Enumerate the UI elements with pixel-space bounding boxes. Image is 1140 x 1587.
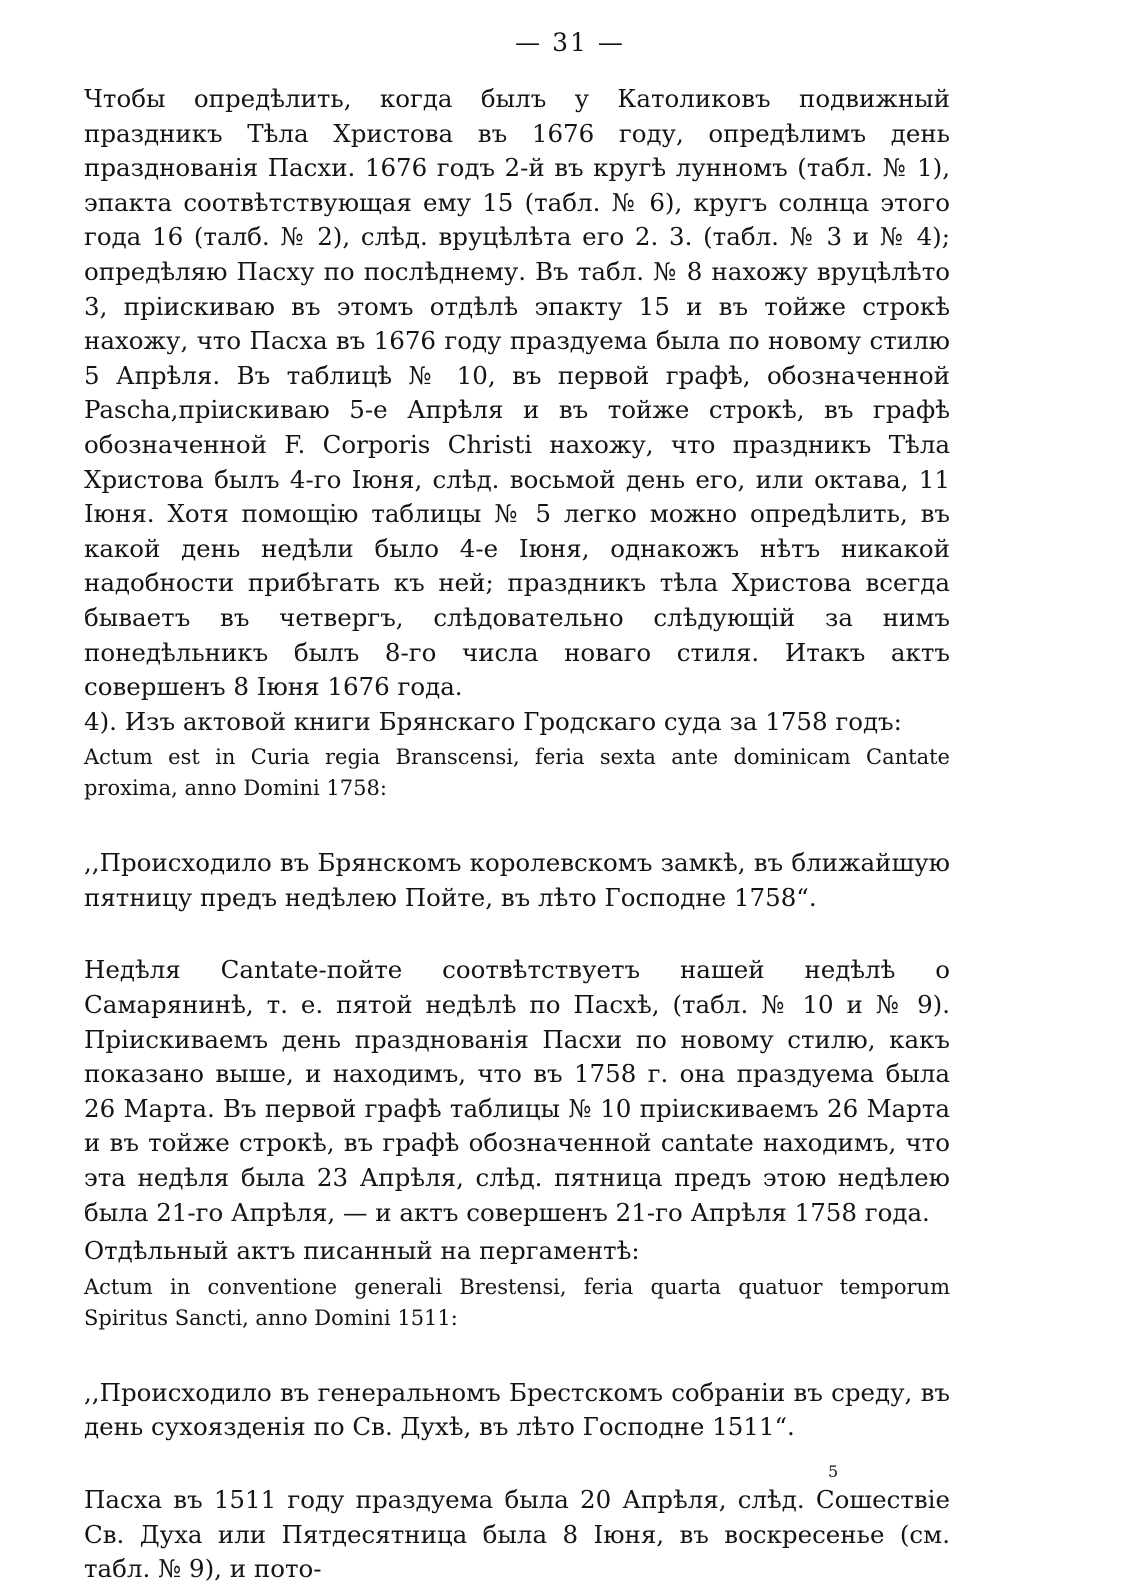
paragraph-parchment-heading: Отдѣльный актъ писанный на пергаментѣ: (84, 1236, 640, 1266)
paragraph-bryansk-heading: 4). Изъ актовой книги Брянскаго Гродскаго суда за 1758 годъ: (84, 706, 902, 736)
paragraph-cantate: Недѣля Cantate-пойте соотвѣтствуетъ нашей недѣлѣ о Самарянинѣ, т. е. пятой недѣлѣ по Пасхѣ, (табл. № 10 и № 9). Пріискиваемъ день празднованія Пасхи по новому стилю, какъ показано выше, и находимъ, что въ 1758 г. она праздуема была 26 Марта. Въ первой графѣ таблицы № 10 пріискиваемъ 26 Марта и въ тойже строкѣ, въ графѣ обозначенной cantate находимъ, что эта недѣля была 23 Апрѣля, слѣд. пятница предъ этою недѣлею была 21-го Апрѣля, — и актъ совершенъ 21-го Апрѣля 1758 года. (84, 955, 950, 1227)
signature-mark: 5 (828, 1462, 839, 1481)
paragraph-easter-1676: Чтобы опредѣлить, когда былъ у Католиковъ подвижный праздникъ Тѣла Христова въ 1676 году, опредѣлимъ день празднованія Пасхи. 1676 годъ 2-й въ кругѣ лунномъ (табл. № 1), эпакта соотвѣтствующая ему 15 (табл. № 6), кругъ солнца этого года 16 (талб. № 2), слѣд. вруцѣлѣта его 2. 3. (табл. № 3 и № 4); опредѣляю Пасху по послѣднему. Въ табл. № 8 нахожу вруцѣлѣто 3, пріискиваю въ этомъ отдѣлѣ эпакту 15 и въ тойже строкѣ нахожу, что Пасха въ 1676 году праздуема была по новому стилю 5 Апрѣля. Въ таблицѣ № 10, въ первой графѣ, обозначенной Pascha,пріискиваю 5-е Апрѣля и въ тойже строкѣ, въ графѣ обозначенной F. Corporis Christi нахожу, что праздникъ Тѣла Христова былъ 4-го Іюня, слѣд. восьмой день его, или октава, 11 Іюня. Хотя помощію таблицы № 5 легко можно опредѣлить, въ какой день недѣли было 4-е Іюня, однакожъ нѣтъ никакой надобности прибѣгать къ ней; праздникъ тѣла Христова всегда бываетъ въ четвергъ, слѣдовательно слѣдующій за нимъ понедѣльникъ былъ 8-го числа новаго стиля. Итакъ актъ совершенъ 8 Іюня 1676 года. (84, 84, 950, 702)
paragraph-easter-1511: Пасха въ 1511 году праздуема была 20 Апрѣля, слѣд. Сошествіе Св. Духа или Пятдесятница была 8 Іюня, въ воскресенье (см. табл. № 9), и пото- (84, 1485, 950, 1584)
body-text (84, 82, 950, 1587)
latin-quote-brest: Actum in conventione generali Brestensi, feria quarta quatuor temporum Spiritus Sancti, anno Domini 1511: (84, 1274, 950, 1330)
translation-bryansk: ,,Происходило въ Брянскомъ королевскомъ замкѣ, въ ближайшую пятницу предъ недѣлею Пойте, въ лѣто Господне 1758“. (84, 848, 950, 912)
translation-brest: ,,Происходило въ генеральномъ Брестскомъ собраніи въ среду, въ день сухоязденія по Св. Духѣ, въ лѣто Господне 1511“. (84, 1377, 950, 1442)
latin-quote-bryansk: Actum est in Curia regia Branscensi, feria sexta ante dominicam Cantate proxima, anno Domini 1758: (84, 745, 950, 801)
page-number: — 31 — (515, 28, 625, 57)
